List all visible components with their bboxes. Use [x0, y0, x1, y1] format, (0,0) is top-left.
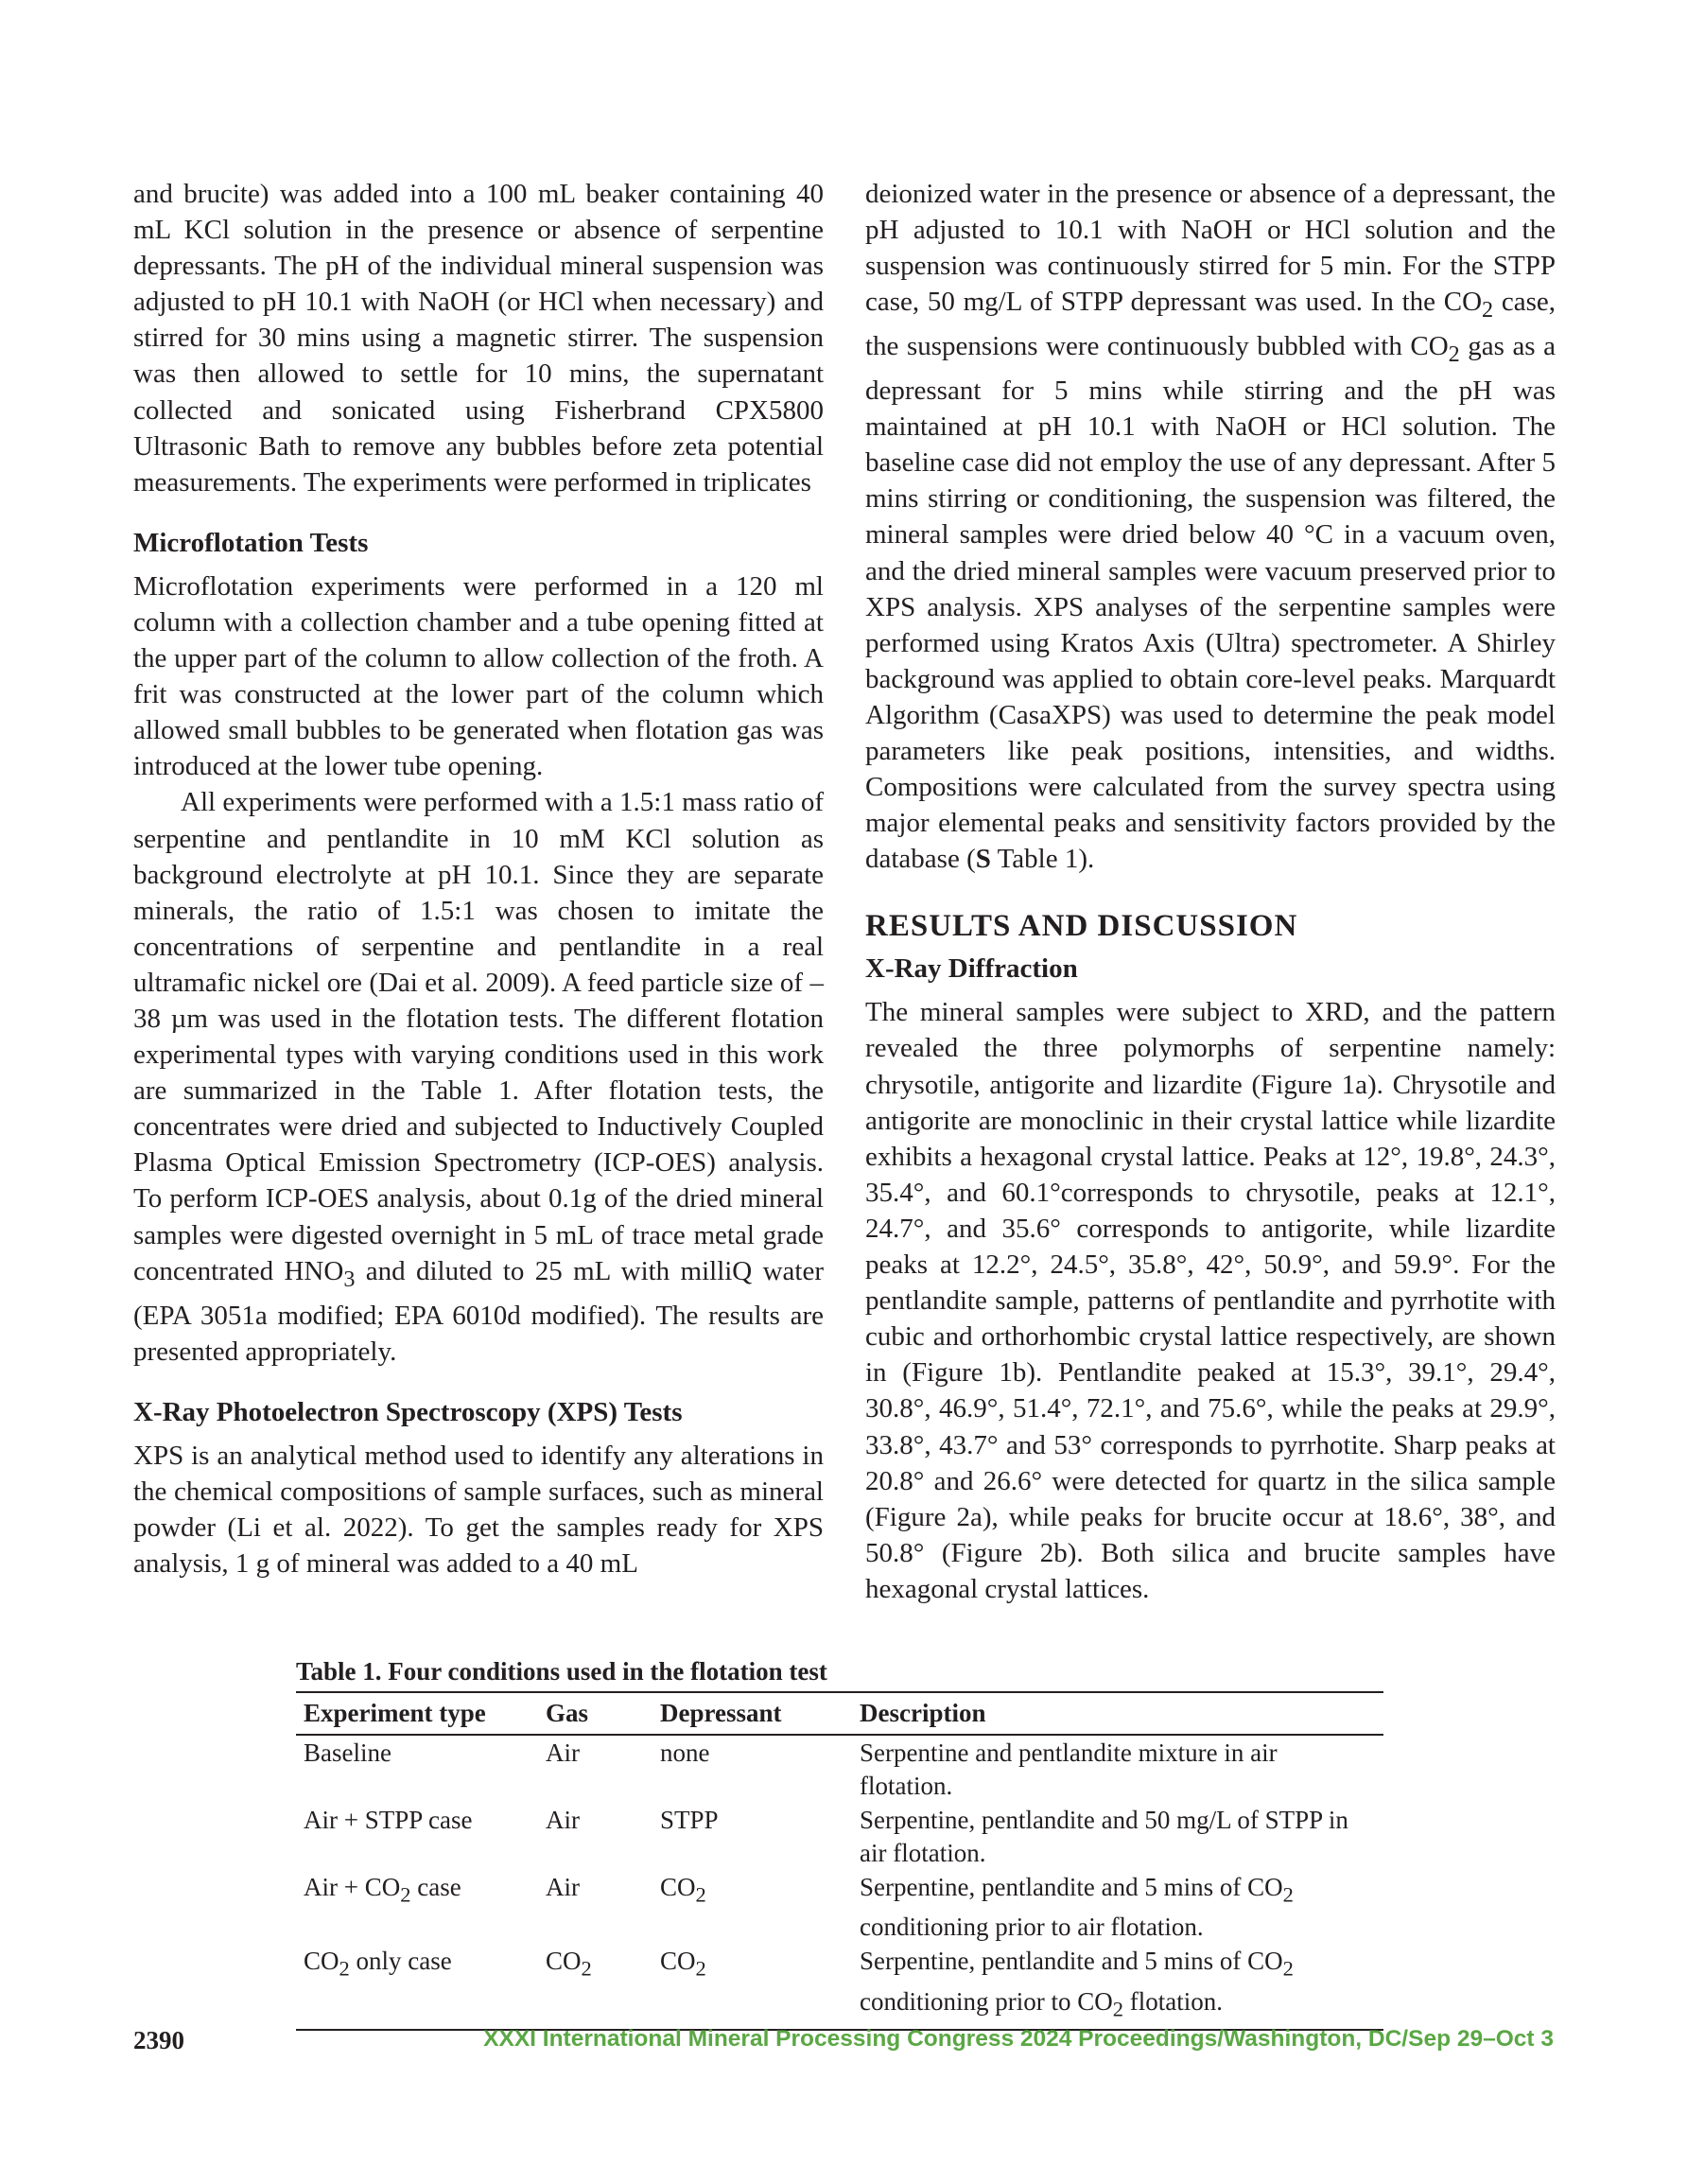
p1-text-3: gas as a depressant for 5 mins while stirring and the pH was maintained at pH 10.1 with NaOH or HCl solution. The baseline case did not employ the use of any depressant. After 5 mins stirring or conditioning, the suspension was filtered, the mineral samples were dried below 40 °C in a vacuum oven, and the dried mineral samples were vacuum preserved prior to XPS analysis. XPS analyses of the serpentine samples were performed using Kratos Axis (Ultra) spectrometer. A Shirley background was applied to obtain core-level peaks. Marquardt Algorithm (CasaXPS) was used to determine the peak model parameters like peak positions, intensities, and widths. Compositions were calculated from the survey spectra using major elemental peaks and sensitivity factors provided by the database (: [865, 331, 1556, 875]
results-heading: RESULTS AND DISCUSSION: [865, 909, 1298, 944]
methods-continued-paragraph: [865, 176, 1556, 877]
cell-type-text: only case: [349, 1947, 452, 1976]
cell-gas: Air: [546, 1738, 580, 1767]
co2-subscript-2: 2: [1448, 341, 1460, 367]
cell-description: [852, 1870, 1383, 1944]
cell-type: [296, 1944, 538, 2030]
left-column: [133, 176, 824, 1581]
cell-description-text: Serpentine, pentlandite and 5 mins of CO: [860, 1873, 1283, 1901]
table-block: [296, 1655, 1383, 2031]
xrd-heading: X-Ray Diffraction: [865, 953, 1078, 985]
hno3-subscript: 3: [343, 1266, 356, 1292]
supplementary-s: S: [975, 844, 991, 875]
cell-type-text: CO: [304, 1947, 339, 1976]
cell-depressant: STPP: [660, 1806, 719, 1834]
cell-type-text: Air + CO: [304, 1873, 401, 1901]
right-column: [865, 176, 1556, 1607]
p1-text-4: Table 1).: [990, 844, 1095, 875]
cell-description-text: flotation.: [1122, 1986, 1223, 2016]
table-header-row: [296, 1692, 1383, 1735]
flotation-conditions-table: [296, 1691, 1383, 2031]
xps-paragraph: XPS is an analytical method used to identify any alterations in the chemical compositions of sample surfaces, such as mineral powder (Li et al. 2022). To get the samples ready for XPS analysis, 1 g of mineral was added to a 40 mL: [133, 1440, 824, 1579]
subscript: 2: [400, 1882, 411, 1907]
cell-depressant: [652, 1944, 852, 2030]
table-caption: Table 1. Four conditions used in the flotation test: [296, 1657, 827, 1686]
cell-description: Serpentine, pentlandite and 50 mg/L of STPP in air flotation.: [860, 1806, 1348, 1867]
xrd-paragraph: The mineral samples were subject to XRD, and the pattern revealed the three polymorphs of serpentine namely: chrysotile, antigorite and lizardite (Figure 1a). Chrysotile and antigorite are monoclinic in their crystal lattice while lizardite exhibits a hexagonal crystal lattice. Peaks at 12°, 19.8°, 24.3°, 35.4°, and 60.1°corresponds to chrysotile, peaks at 12.1°, 24.7°, and 35.6° corresponds to antigorite, while lizardite peaks at 12.2°, 24.5°, 35.8°, 42°, 50.9°, and 59.9°. For the pentlandite sample, patterns of pentlandite and pyrrhotite with cubic and orthorhombic crystal lattice respectively, are shown in (Figure 1b). Pentlandite peaked at 15.3°, 39.1°, 29.4°, 30.8°, 46.9°, 51.4°, 72.1°, and 75.6°, while the peaks at 29.9°, 33.8°, 43.7° and 53° corresponds to pyrrhotite. Sharp peaks at 20.8° and 26.6° were detected for quartz in the silica sample (Figure 2a), while peaks for brucite occur at 18.6°, 38°, and 50.8° (Figure 2b). Both silica and brucite samples have hexagonal crystal lattices.: [865, 997, 1556, 1604]
header-experiment-type: Experiment type: [296, 1692, 538, 1735]
header-depressant: Depressant: [652, 1692, 852, 1735]
microflotation-p2-text-a: All experiments were performed with a 1.5:1 mass ratio of serpentine and pentlandite in 10 mM KCl solution as background electrolyte at pH 10.1. Since they are separate minerals, the ratio of 1.5:1 was chosen to imitate the concentrations of serpentine and pentlandite in a real ultramafic nickel ore (Dai et al. 2009). A feed particle size of –38 µm was used in the flotation tests. The different flotation experimental types with varying conditions used in this work are summarized in the Table 1. After flotation tests, the concentrates were dried and subjected to Inductively Coupled Plasma Optical Emission Spectrometry (ICP-OES) analysis. To perform ICP-OES analysis, about 0.1g of the dried mineral samples were digested overnight in 5 mL of trace metal grade concentrated HNO: [133, 787, 824, 1286]
page-number: 2390: [133, 2026, 184, 2054]
cell-depressant-text: CO: [660, 1873, 696, 1901]
subscript: 2: [1112, 1997, 1123, 2021]
cell-gas-text: CO: [546, 1947, 582, 1976]
subscript: 2: [1282, 1956, 1294, 1981]
cell-depressant: [652, 1870, 852, 1944]
co2-subscript-1: 2: [1482, 297, 1494, 323]
footer-proceedings-title: XXXI International Mineral Processing Congress 2024 Proceedings/Washington, DC/Sep 29–Oct 3: [483, 2026, 1554, 2052]
microflotation-paragraph-2: [133, 784, 824, 1369]
cell-gas: Air: [546, 1806, 580, 1834]
cell-description: Serpentine and pentlandite mixture in air flotation.: [860, 1738, 1278, 1800]
cell-depressant-text: CO: [660, 1947, 696, 1976]
subscript: 2: [581, 1956, 592, 1981]
cell-depressant: none: [660, 1738, 710, 1767]
table-row: [296, 1735, 1383, 1803]
cell-type: Baseline: [304, 1738, 391, 1767]
p1-text-1: deionized water in the presence or absence of a depressant, the pH adjusted to 10.1 with NaOH or HCl solution and the suspension was continuously stirred for 5 min. For the STPP case, 50 mg/L of STPP depressant was used. In the CO: [865, 179, 1556, 318]
cell-type-text: case: [410, 1873, 461, 1901]
table-row: [296, 1803, 1383, 1870]
subscript: 2: [695, 1956, 706, 1981]
cell-description-text: conditioning prior to air flotation.: [860, 1913, 1204, 1942]
cell-type: Air + STPP case: [304, 1806, 473, 1834]
microflotation-paragraph-1: Microflotation experiments were performed in a 120 ml column with a collection chamber and a tube opening fitted at the upper part of the column to allow collection of the froth. A frit was constructed at the lower part of the column which allowed small bubbles to be generated when flotation gas was introduced at the lower tube opening.: [133, 570, 824, 782]
microflotation-p2-text-b: and diluted to 25 mL with milliQ water (EPA 3051a modified; EPA 6010d modified). The results are presented appropriately.: [133, 1255, 824, 1367]
xps-heading: X-Ray Photoelectron Spectroscopy (XPS) Tests: [133, 1396, 683, 1427]
header-description: Description: [852, 1692, 1383, 1735]
cell-description: [852, 1944, 1383, 2030]
table-row: [296, 1870, 1383, 1944]
subscript: 2: [339, 1956, 350, 1981]
cell-gas: Air: [546, 1873, 580, 1901]
intro-paragraph: and brucite) was added into a 100 mL beaker containing 40 mL KCl solution in the presence or absence of serpentine depressants. The pH of the individual mineral suspension was adjusted to pH 10.1 with NaOH (or HCl when necessary) and stirred for 30 mins using a magnetic stirrer. The suspension was then allowed to settle for 10 mins, the supernatant collected and sonicated using Fisherbrand CPX5800 Ultrasonic Bath to remove any bubbles before zeta potential measurements. The experiments were performed in triplicates: [133, 179, 824, 498]
cell-type: [296, 1870, 538, 1944]
header-gas: Gas: [538, 1692, 652, 1735]
subscript: 2: [695, 1882, 706, 1907]
table-row: [296, 1944, 1383, 2030]
cell-description-text: conditioning prior to CO: [860, 1986, 1113, 2016]
microflotation-heading: Microflotation Tests: [133, 527, 369, 558]
p1-text-2: case, the suspensions were continuously bubbled with CO: [865, 287, 1556, 362]
cell-description-text: Serpentine, pentlandite and 5 mins of CO: [860, 1947, 1283, 1976]
subscript: 2: [1282, 1882, 1294, 1907]
cell-gas: [538, 1944, 652, 2030]
